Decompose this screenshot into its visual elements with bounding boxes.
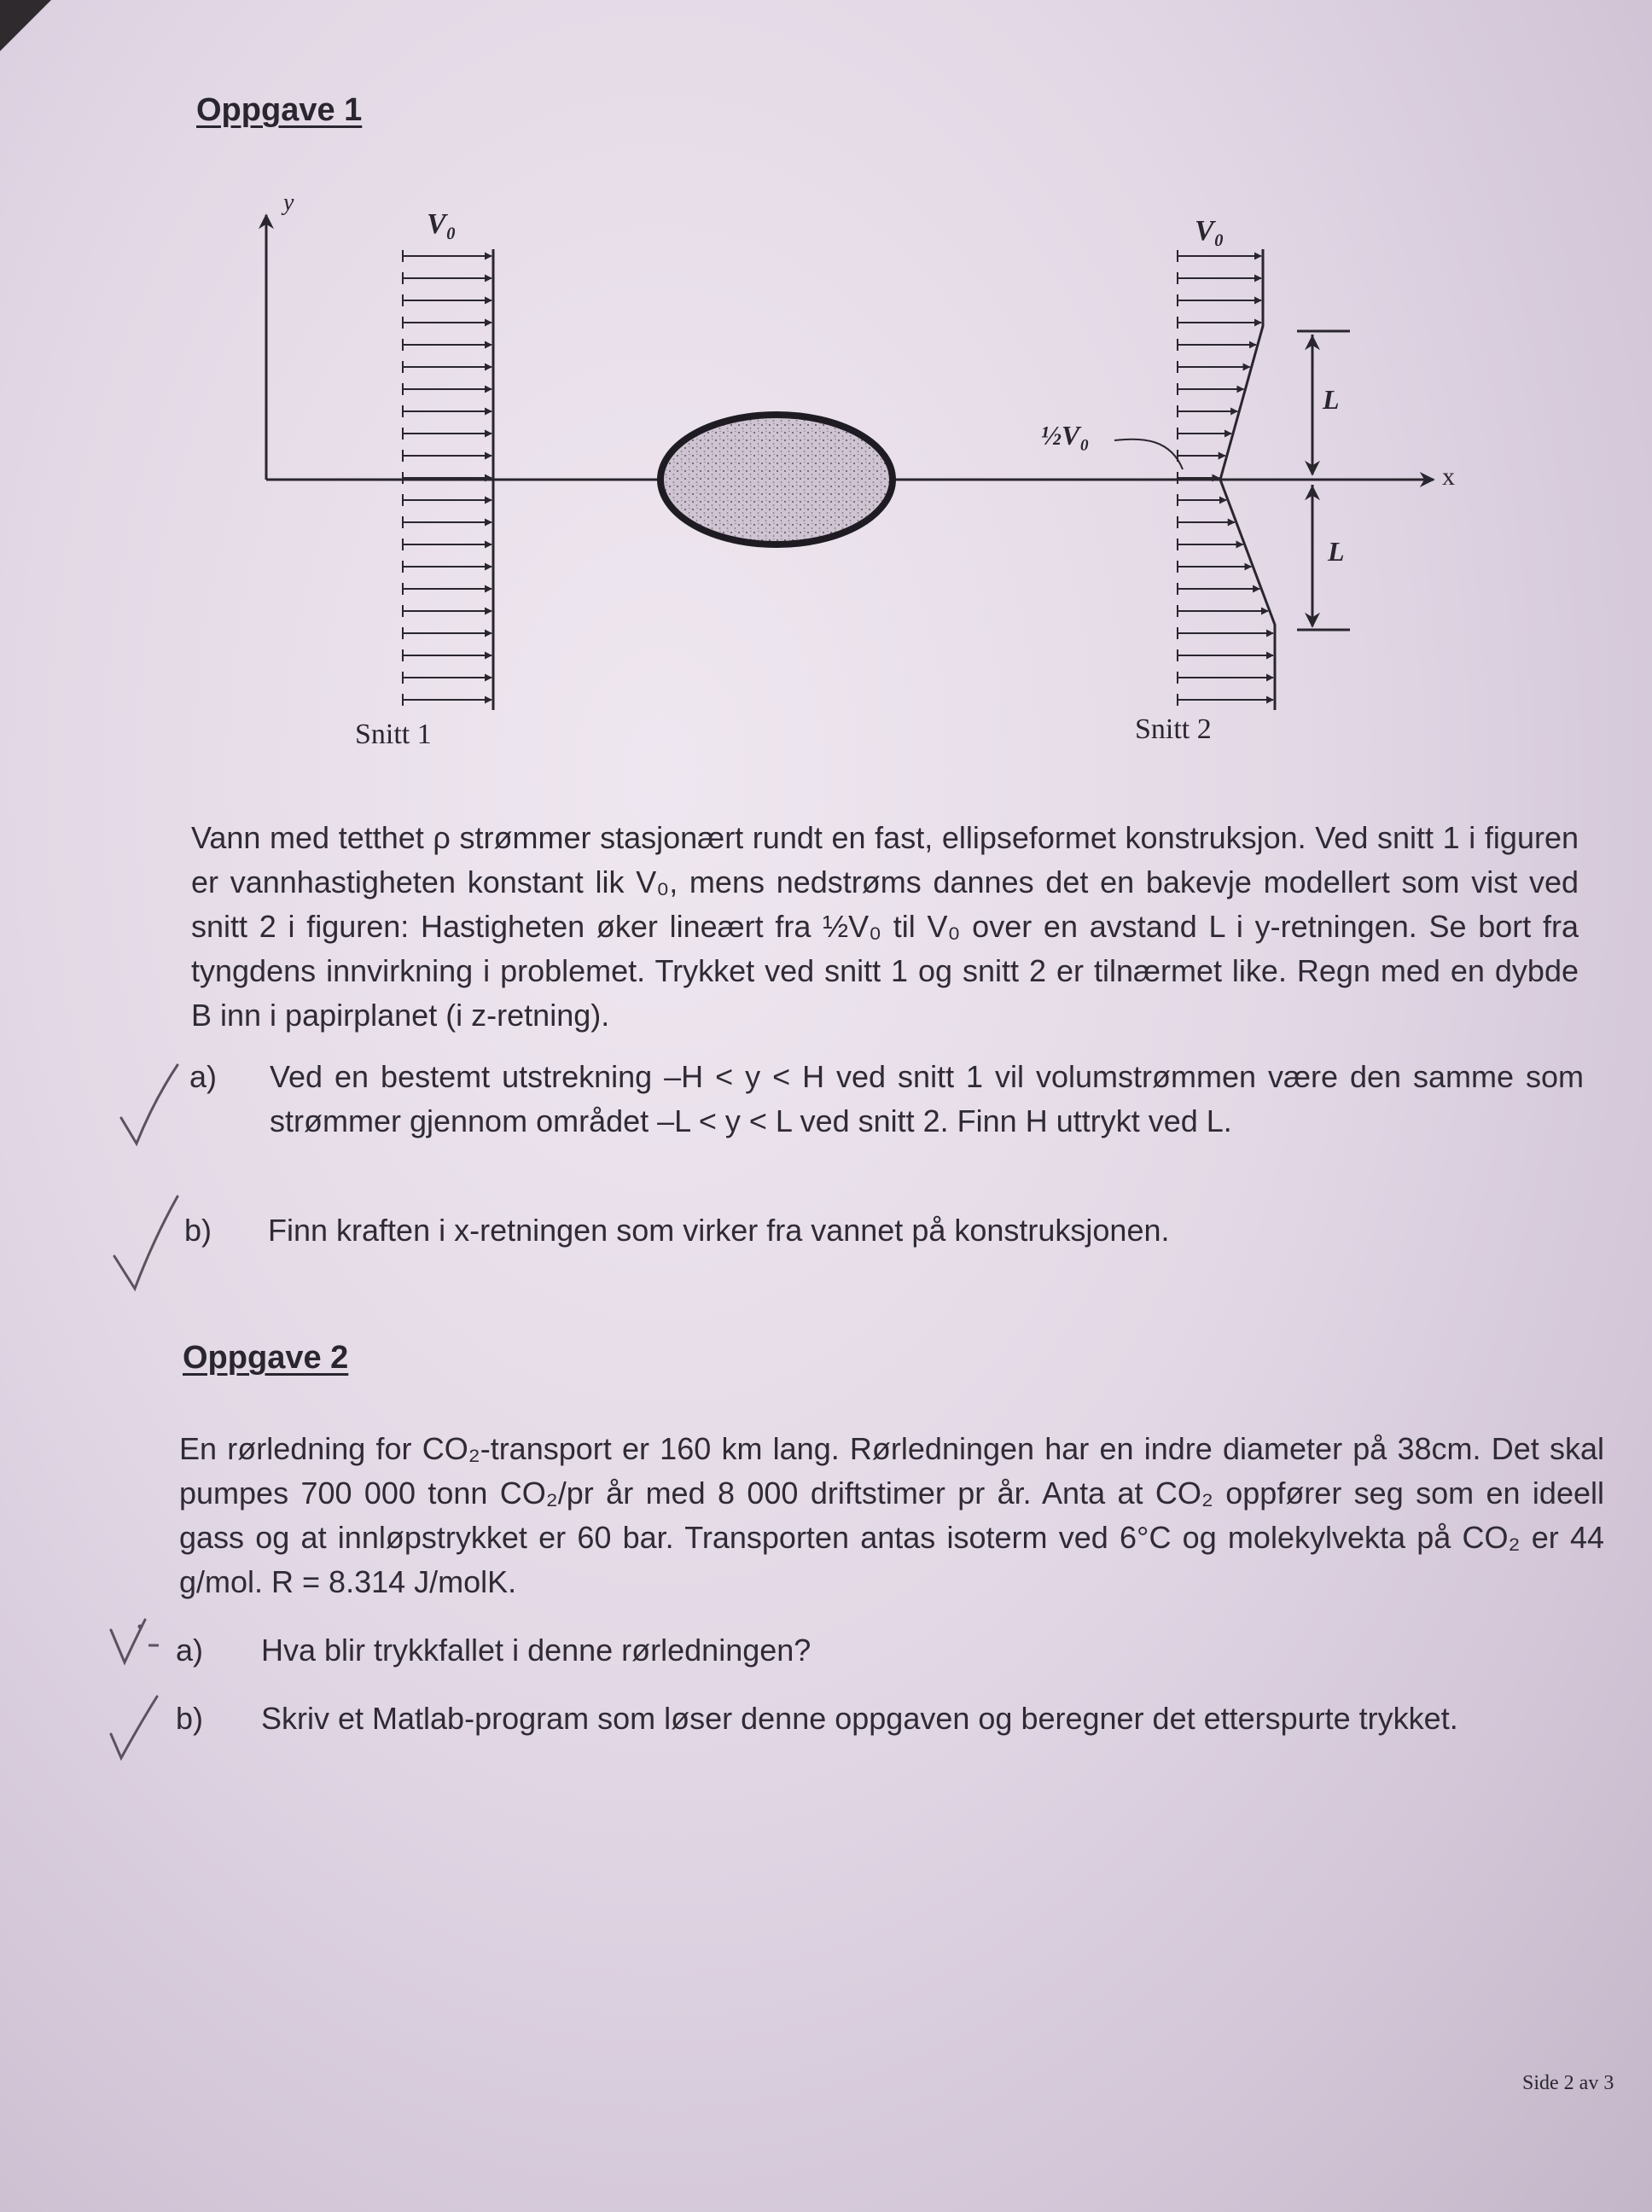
task2-paragraph: En rørledning for CO₂-transport er 160 km lang. Rørledningen har en indre diameter på 38cm. Det skal pumpes 700 000 tonn CO₂/pr år med 8 000 driftstimer pr år. Anta at CO₂ oppfører seg som en ideell gass og at innløpstrykket er 60 bar. Transporten antas isoterm ved 6°C og molekylvekta på CO₂ er 44 g/mol. R = 8.314 J/molK.	[179, 1431, 1604, 1599]
page-footer: Side 2 av 3	[1522, 2072, 1614, 2094]
task2-item-b-label: b)	[176, 1701, 204, 1736]
l-label-bottom: L	[1328, 536, 1345, 567]
check-mark-icon	[111, 1058, 188, 1152]
section2-label: Snitt 2	[1135, 713, 1212, 745]
task2-heading: Oppgave 2	[183, 1340, 349, 1376]
v0-label-section1: V₀	[427, 208, 457, 240]
v0-label-section2: V₀	[1195, 215, 1224, 247]
task1-item-a-text: Ved en bestemt utstrekning –H < y < H ved snitt 1 vil volumstrømmen være den samme som strømmer gjennom området –L < y < L ved snitt 2. Finn H uttrykt ved L.	[270, 1059, 1584, 1138]
task2-item-b	[176, 1697, 1609, 1790]
task2-item-a	[176, 1628, 1609, 1679]
task2-item-a-label: a)	[176, 1633, 204, 1668]
task1-item-b-label: b)	[184, 1213, 212, 1248]
task1-item-a-label: a)	[189, 1059, 218, 1094]
task1-paragraph: Vann med tetthet ρ strømmer stasjonært rundt en fast, ellipseformet konstruksjon. Ved snitt 1 i figuren er vannhastigheten konstant lik V₀, mens nedstrøms dannes det en bakevje modellert som vist ved snitt 2 i figuren: Hastigheten øker lineært fra ½V₀ til V₀ over en avstand L i y-retningen. Se bort fra tyngdens innvirkning i problemet. Trykket ved snitt 1 og snitt 2 er tilnærmet like. Regn med en dybde B inn i papirplanet (i z-retning).	[191, 820, 1579, 1033]
task2-item-a-text: Hva blir trykkfallet i denne rørledningen?	[261, 1633, 811, 1668]
y-axis-label: y	[283, 189, 294, 216]
task1-item-b-text: Finn kraften i x-retningen som virker fra vannet på konstruksjonen.	[268, 1213, 1170, 1248]
l-label-top: L	[1323, 384, 1340, 415]
check-mark-icon	[102, 1615, 188, 1683]
task1-heading: Oppgave 1	[196, 92, 363, 128]
task1-item-a	[189, 1055, 1589, 1191]
section1-label: Snitt 1	[355, 719, 432, 750]
check-mark-icon	[101, 1690, 186, 1767]
x-axis-label: x	[1442, 463, 1455, 491]
half-v0-label: ½V₀	[1041, 420, 1090, 451]
check-mark-icon	[102, 1188, 188, 1299]
task1-item-b	[184, 1208, 1584, 1260]
task2-item-b-text: Skriv et Matlab-program som løser denne oppgaven og beregner det etterspurte trykket.	[261, 1701, 1458, 1736]
